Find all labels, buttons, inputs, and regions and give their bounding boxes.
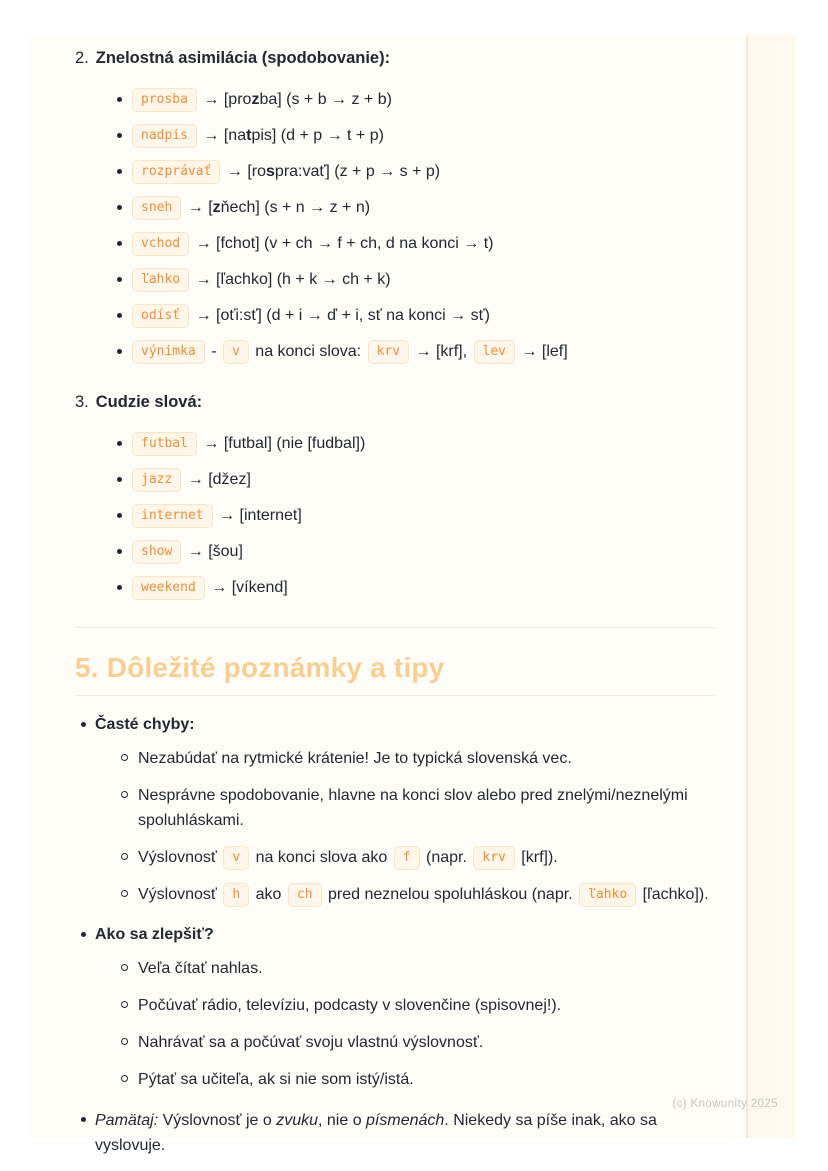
inline-code-chip: show [132,540,181,564]
inline-code-chip: prosba [132,88,197,112]
list-item: vchod → [fchot] (v + ch → f + ch, d na konci → t) [130,231,715,257]
inline-code-chip: jazz [132,468,181,492]
list-item: rozprávať → [rospra:vať] (z + p → s + p) [130,159,715,185]
inline-code-chip: h [223,883,249,907]
tip-sublist [95,956,715,1092]
tip-sublist [95,746,715,907]
inline-code-chip: odísť [132,304,189,328]
inline-code-chip: ľahko [579,883,636,907]
page-title: 5. Dôležité poznámky a tipy [75,652,715,696]
inline-code-chip: sneh [132,196,181,220]
section-divider [75,627,715,628]
inline-code-chip: nadpis [132,124,197,148]
inline-code-chip: ch [288,883,322,907]
list-item: jazz → [džez] [130,467,715,493]
foreign-words-list [75,431,715,601]
document-content [30,35,715,1158]
assimilation-list [75,87,715,365]
watermark: (c) Knowunity 2025 [672,1098,778,1110]
tip-subitem: Veľa čítať nahlas. [138,956,715,981]
inline-code-chip: ľahko [132,268,189,292]
tip-label: Ako sa zlepšiť? [95,926,214,943]
inline-code-chip: výnimka [132,340,205,364]
inline-code-chip: futbal [132,432,197,456]
inline-code-chip: v [223,340,249,364]
document-page [30,35,793,1154]
list-item: futbal → [futbal] (nie [fudbal]) [130,431,715,457]
tip-subitem: Výslovnosť v na konci slova ako f (napr. krv [krf]). [138,845,715,870]
section-number: 2. [75,49,89,67]
section-number: 3. [75,393,89,411]
page-margin-strip [746,35,795,1138]
list-item: odísť → [oťi:sť] (d + i → ď + i, sť na konci → sť) [130,303,715,329]
list-item: weekend → [víkend] [130,575,715,601]
tips-list [75,713,715,1158]
section-title: Cudzie slová: [95,393,203,411]
list-item: show → [šou] [130,539,715,565]
list-item: sneh → [zňech] (s + n → z + n) [130,195,715,221]
section-heading-2 [75,47,715,69]
inline-code-chip: weekend [132,576,205,600]
list-item: nadpis → [natpis] (d + p → t + p) [130,123,715,149]
section-heading-3 [75,391,715,413]
tip-subitem: Výslovnosť h ako ch pred neznelou spoluhláskou (napr. ľahko [ľachko]). [138,882,715,907]
list-item: prosba → [prozba] (s + b → z + b) [130,87,715,113]
inline-code-chip: rozprávať [132,160,220,184]
tip-item [95,923,715,1092]
inline-code-chip: lev [474,340,515,364]
inline-code-chip: f [394,846,420,870]
list-item: ľahko → [ľachko] (h + k → ch + k) [130,267,715,293]
tip-label: Časté chyby: [95,716,195,733]
list-item: výnimka - v na konci slova: krv → [krf], lev → [lef] [130,339,715,365]
list-item: internet → [internet] [130,503,715,529]
tip-item [95,1108,715,1158]
inline-code-chip: krv [473,846,514,870]
tip-subitem: Pýtať sa učiteľa, ak si nie som istý/istá. [138,1067,715,1092]
tip-subitem: Nesprávne spodobovanie, hlavne na konci slov alebo pred znelými/neznelými spoluhláskami. [138,783,715,833]
tip-item [95,713,715,907]
section-title: Znelostná asimilácia (spodobovanie): [95,49,391,67]
tip-subitem: Počúvať rádio, televíziu, podcasty v slovenčine (spisovnej!). [138,993,715,1018]
inline-code-chip: vchod [132,232,189,256]
inline-code-chip: v [223,846,249,870]
tip-label: Pamätaj: Výslovnosť je o zvuku, nie o písmenách. Niekedy sa píše inak, ako sa vyslovuje. [95,1112,657,1154]
inline-code-chip: internet [132,504,213,528]
tip-subitem: Nahrávať sa a počúvať svoju vlastnú výslovnosť. [138,1030,715,1055]
tip-subitem: Nezabúdať na rytmické krátenie! Je to typická slovenská vec. [138,746,715,771]
inline-code-chip: krv [368,340,409,364]
